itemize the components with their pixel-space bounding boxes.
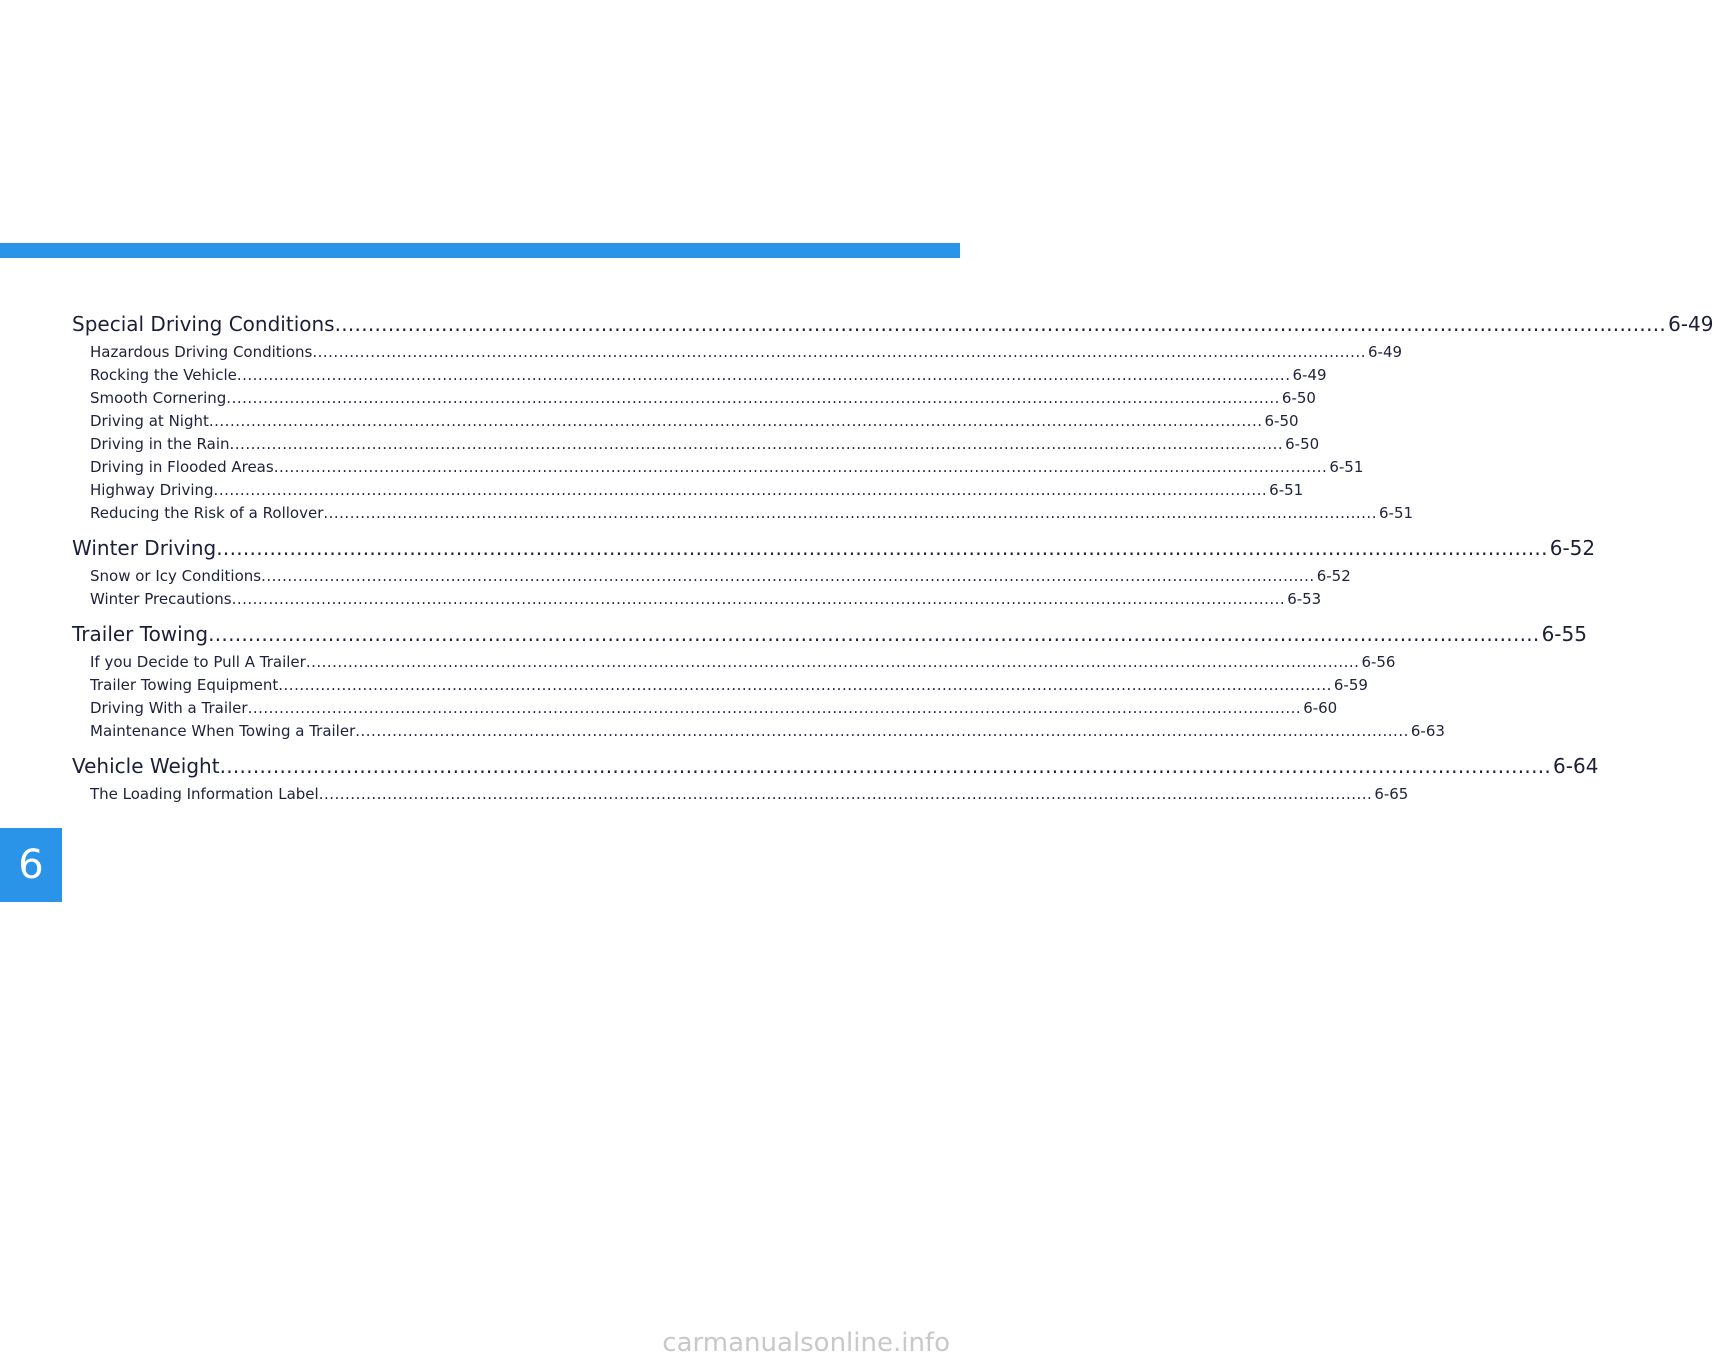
toc-section-heading[interactable] (72, 308, 1713, 341)
toc-page-number: 6-51 (1378, 504, 1414, 522)
toc-item-title: Reducing the Risk of a Rollover (90, 504, 324, 522)
toc-section (72, 750, 1599, 806)
toc-item-title: Trailer Towing Equipment (90, 676, 279, 694)
toc-page-number: 6-49 (1292, 366, 1327, 384)
toc-page-number: 6-52 (1316, 567, 1351, 585)
dot-leader: ........................................................................................................................................................................................................ (247, 699, 1302, 717)
dot-leader: ........................................................................................................................................................................................................ (323, 504, 1377, 522)
chapter-number-tab: 6 (0, 828, 62, 902)
dot-leader: ........................................................................................................................................................................................................ (229, 435, 1284, 453)
toc-page-number: 6-59 (1333, 676, 1368, 694)
toc-section (72, 618, 1587, 743)
toc-item-title: Hazardous Driving Conditions (90, 343, 313, 361)
dot-leader: ........................................................................................................................................................................................................ (261, 567, 1315, 585)
toc-section (72, 308, 1713, 525)
toc-item[interactable] (72, 674, 1368, 697)
toc-page-number: 6-49 (1668, 312, 1713, 336)
dot-leader: ........................................................................................................................................................................................................ (305, 653, 1360, 671)
toc-item[interactable] (72, 410, 1299, 433)
dot-leader: ........................................................................................................................................................................................................ (226, 389, 1280, 407)
toc-page-number: 6-51 (1329, 458, 1364, 476)
toc-item-title: Rocking the Vehicle (90, 366, 237, 384)
toc-page-number: 6-55 (1541, 622, 1587, 646)
toc-page-number: 6-50 (1285, 435, 1320, 453)
dot-leader: ........................................................................................................................................................................................................ (355, 722, 1409, 740)
dot-leader: ........................................................................................................................................................................................................ (334, 312, 1667, 336)
dot-leader: ........................................................................................................................................................................................................ (208, 412, 1263, 430)
toc-item[interactable] (72, 697, 1338, 720)
toc-section (72, 532, 1596, 611)
toc-page-number: 6-50 (1281, 389, 1316, 407)
toc-item-title: Smooth Cornering (90, 389, 227, 407)
toc-page-number: 6-52 (1549, 536, 1596, 560)
toc-item[interactable] (72, 783, 1409, 806)
toc-page-number: 6-49 (1367, 343, 1403, 361)
toc-item-title: Driving in the Rain (90, 435, 230, 453)
chapter-header-bar (0, 243, 960, 258)
toc-item[interactable] (72, 651, 1396, 674)
dot-leader: ........................................................................................................................................................................................................ (278, 676, 1332, 694)
dot-leader: ........................................................................................................................................................................................................ (213, 481, 1268, 499)
dot-leader: ........................................................................................................................................................................................................ (273, 458, 1328, 476)
toc-section-title: Vehicle Weight (72, 754, 220, 778)
toc-item[interactable] (72, 433, 1320, 456)
toc-item-title: The Loading Information Label (90, 785, 319, 803)
toc-item-title: Winter Precautions (90, 590, 232, 608)
site-watermark: carmanualsonline.info (662, 1328, 950, 1358)
toc-page-number: 6-65 (1374, 785, 1409, 803)
dot-leader: ........................................................................................................................................................................................................ (312, 343, 1366, 361)
toc-item-title: If you Decide to Pull A Trailer (90, 653, 306, 671)
toc-item-title: Driving at Night (90, 412, 209, 430)
toc-item[interactable] (72, 364, 1327, 387)
dot-leader: ........................................................................................................................................................................................................ (219, 754, 1552, 778)
toc-page-number: 6-56 (1361, 653, 1396, 671)
dot-leader: ........................................................................................................................................................................................................ (208, 622, 1540, 646)
toc-item[interactable] (72, 720, 1445, 743)
toc-page-number: 6-60 (1303, 699, 1338, 717)
toc-item[interactable] (72, 479, 1304, 502)
dot-leader: ........................................................................................................................................................................................................ (236, 366, 1291, 384)
dot-leader: ........................................................................................................................................................................................................ (318, 785, 1373, 803)
toc-page-number: 6-63 (1410, 722, 1445, 740)
toc-item[interactable] (72, 588, 1322, 611)
toc-item-title: Maintenance When Towing a Trailer (90, 722, 356, 740)
toc-item-title: Driving in Flooded Areas (90, 458, 274, 476)
toc-item[interactable] (72, 565, 1351, 588)
toc-section-heading[interactable] (72, 532, 1596, 565)
table-of-contents (72, 308, 1713, 813)
toc-section-heading[interactable] (72, 618, 1587, 651)
toc-page-number: 6-64 (1553, 754, 1599, 778)
toc-page-number: 6-50 (1264, 412, 1299, 430)
dot-leader: ........................................................................................................................................................................................................ (231, 590, 1286, 608)
toc-page-number: 6-51 (1269, 481, 1304, 499)
dot-leader: ........................................................................................................................................................................................................ (216, 536, 1548, 560)
toc-item[interactable] (72, 502, 1414, 525)
toc-section-title: Winter Driving (72, 536, 217, 560)
toc-section-title: Trailer Towing (72, 622, 209, 646)
toc-item-title: Snow or Icy Conditions (90, 567, 262, 585)
toc-item[interactable] (72, 456, 1364, 479)
toc-item-title: Driving With a Trailer (90, 699, 248, 717)
toc-section-heading[interactable] (72, 750, 1599, 783)
toc-item[interactable] (72, 387, 1316, 410)
toc-item[interactable] (72, 341, 1403, 364)
toc-item-title: Highway Driving (90, 481, 214, 499)
toc-section-title: Special Driving Conditions (72, 312, 335, 336)
toc-page-number: 6-53 (1287, 590, 1322, 608)
